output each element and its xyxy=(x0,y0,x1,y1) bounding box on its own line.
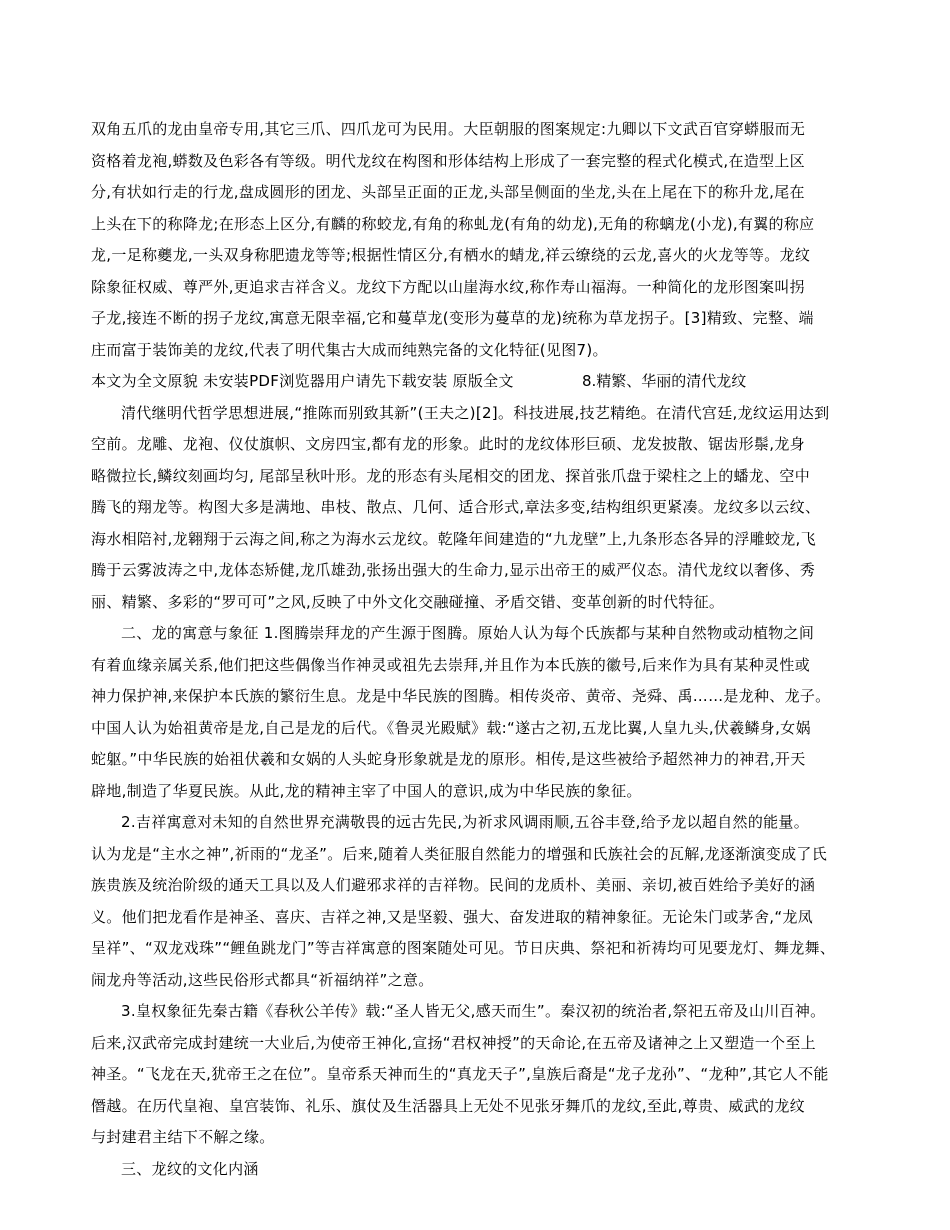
body-text-line: 认为龙是“主水之神”,祈雨的“龙圣”。后来,随着人类征服自然能力的增强和氏族社会的瓦解,龙逐渐演变成了氏 xyxy=(91,845,827,863)
body-text-line: 空前。龙雕、龙袍、仪仗旗帜、文房四宝,都有龙的形象。此时的龙纹体形巨硕、龙发披散、锯齿形鬃,龙身 xyxy=(91,435,805,453)
body-text-line: 义。他们把龙看作是神圣、喜庆、吉祥之神,又是坚毅、强大、奋发进取的精神象征。无论朱门或茅舍,“龙凤 xyxy=(91,908,814,926)
body-text-line: 僭越。在历代皇袍、皇宫装饰、礼乐、旗仗及生活器具上无处不见张牙舞爪的龙纹,至此,尊贵、威武的龙纹 xyxy=(91,1097,805,1115)
download-notice: 本文为全文原貌 未安装PDF浏览器用户请先下载安装 原版全文 xyxy=(91,372,514,390)
body-text-line: 族贵族及统治阶级的通天工具以及人们避邪求祥的吉祥物。民间的龙质朴、美丽、亲切,被百姓给予美好的涵 xyxy=(91,876,816,894)
body-text-line: 分,有状如行走的行龙,盘成圆形的团龙、头部呈正面的正龙,头部呈侧面的坐龙,头在上尾在下的称升龙,尾在 xyxy=(91,183,805,201)
body-text-line: 后来,汉武帝完成封建统一大业后,为使帝王神化,宣扬“君权神授”的天命论,在五帝及诸神之上又塑造一个至上 xyxy=(91,1034,816,1052)
body-text-line: 龙,一足称夔龙,一头双身称肥遗龙等等;根据性情区分,有栖水的蜻龙,祥云缭绕的云龙,喜火的火龙等等。龙纹 xyxy=(91,246,811,264)
body-text-line: 有着血缘亲属关系,他们把这些偶像当作神灵或祖先去崇拜,并且作为本氏族的徽号,后来作为具有某种灵性或 xyxy=(91,656,811,674)
body-text-line: 双角五爪的龙由皇帝专用,其它三爪、四爪龙可为民用。大臣朝服的图案规定:九卿以下文武百官穿蟒服而无 xyxy=(91,120,806,138)
section-heading-qing-dragon: 8.精繁、华丽的清代龙纹 xyxy=(582,372,747,390)
section-heading-cultural-meaning: 三、龙纹的文化内涵 xyxy=(121,1160,259,1178)
body-text-line: 资格着龙袍,蟒数及色彩各有等级。明代龙纹在构图和形体结构上形成了一套完整的程式化模式,在造型上区 xyxy=(91,152,805,170)
body-text-line: 除象征权威、尊严外,更追求吉祥含义。龙纹下方配以山崖海水纹,称作寿山福海。一种简化的龙形图案叫拐 xyxy=(91,278,805,296)
body-text-line: 二、龙的寓意与象征 1.图腾崇拜龙的产生源于图腾。原始人认为每个氏族都与某种自然物或动植物之间 xyxy=(121,624,815,642)
body-text-line: 上头在下的称降龙;在形态上区分,有麟的称蛟龙,有角的称虬龙(有角的幼龙),无角的称螭龙(小龙),有翼的称应 xyxy=(91,215,815,233)
body-text-line: 清代继明代哲学思想进展,“推陈而别致其新”(王夫之)[2]。科技进展,技艺精绝。在清代宫廷,龙纹运用达到 xyxy=(121,404,830,422)
body-text-line: 海水相陪衬,龙翱翔于云海之间,称之为海水云龙纹。乾隆年间建造的“九龙壁”上,九条形态各异的浮雕蛟龙,飞 xyxy=(91,530,816,548)
body-text-line: 辟地,制造了华夏民族。从此,龙的精神主宰了中国人的意识,成为中华民族的象征。 xyxy=(91,782,642,800)
body-text-line: 3.皇权象征先秦古籍《春秋公羊传》载:“圣人皆无父,感天而生”。秦汉初的统治者,祭祀五帝及山川百神。 xyxy=(121,1002,826,1020)
body-text-line: 呈祥”、“双龙戏珠”“鲤鱼跳龙门”等吉祥寓意的图案随处可见。节日庆典、祭祀和祈祷均可见要龙灯、舞龙舞、 xyxy=(91,939,836,957)
body-text-line: 略微拉长,鳞纹刻画均匀, 尾部呈秋叶形。龙的形态有头尾相交的团龙、探首张爪盘于梁柱之上的蟠龙、空中 xyxy=(91,467,811,485)
body-text-line: 神力保护神,来保护本氏族的繁衍生息。龙是中华民族的图腾。相传炎帝、黄帝、尧舜、禹……是龙种、龙子。 xyxy=(91,687,831,705)
body-text-line: 腾于云雾波涛之中,龙体态矫健,龙爪雄劲,张扬出强大的生命力,显示出帝王的威严仪态。清代龙纹以奢侈、秀 xyxy=(91,561,816,579)
body-text-line: 中国人认为始祖黄帝是龙,自己是龙的后代。《鲁灵光殿赋》载:“遂古之初,五龙比翼,人皇九头,伏羲鳞身,女娲 xyxy=(91,719,811,737)
body-text-line: 2.吉祥寓意对未知的自然世界充满敬畏的远古先民,为祈求风调雨顺,五谷丰登,给予龙以超自然的能量。 xyxy=(121,813,810,831)
body-text-line: 蛇躯。”中华民族的始祖伏羲和女娲的人头蛇身形象就是龙的原形。相传,是这些被给予超然神力的神君,开天 xyxy=(91,750,806,768)
body-text-line: 庄而富于装饰美的龙纹,代表了明代集古大成而纯熟完备的文化特征(见图7)。 xyxy=(91,341,608,359)
body-text-line: 与封建君主结下不解之缘。 xyxy=(91,1128,275,1146)
body-text-line: 子龙,接连不断的拐子龙纹,寓意无限幸福,它和蔓草龙(变形为蔓草的龙)统称为草龙拐子。[3]精致、完整、端 xyxy=(91,309,814,327)
body-text-line: 神圣。“飞龙在天,犹帝王之在位”。皇帝系天神而生的“真龙天子”,皇族后裔是“龙子龙孙”、“龙种”,其它人不能 xyxy=(91,1065,829,1083)
body-text-line: 丽、精繁、多彩的“罗可可”之风,反映了中外文化交融碰撞、矛盾交错、变革创新的时代特征。 xyxy=(91,593,725,611)
body-text-line: 腾飞的翔龙等。构图大多是满地、串枝、散点、几何、适合形式,章法多变,结构组织更紧凑。龙纹多以云纹、 xyxy=(91,498,821,516)
body-text-line: 闹龙舟等活动,这些民俗形式都具“祈福纳祥”之意。 xyxy=(91,971,434,989)
